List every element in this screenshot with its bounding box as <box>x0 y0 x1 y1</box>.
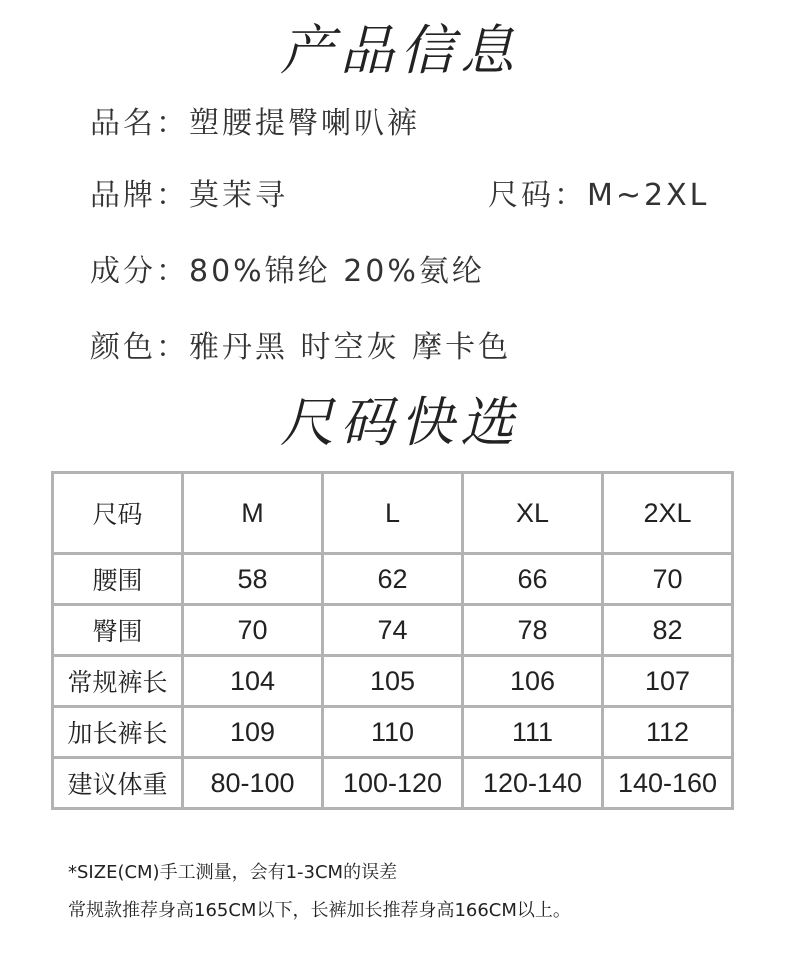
header-cell: XL <box>463 473 603 554</box>
row-label: 常规裤长 <box>53 656 183 707</box>
measurement-note: *SIZE(CM)手工测量，会有1-3CM的误差 <box>68 862 398 883</box>
table-row <box>53 707 733 758</box>
brand-line <box>90 170 288 214</box>
color-label: 颜色： <box>90 330 189 365</box>
table-cell: 100-120 <box>323 758 463 809</box>
header-cell: 尺码 <box>53 473 183 554</box>
table-cell: 106 <box>463 656 603 707</box>
color-value: 雅丹黑 时空灰 摩卡色 <box>189 330 512 365</box>
table-cell: 104 <box>183 656 323 707</box>
table-cell: 107 <box>603 656 733 707</box>
table-cell: 58 <box>183 554 323 605</box>
table-cell: 74 <box>323 605 463 656</box>
table-cell: 66 <box>463 554 603 605</box>
size-chart-header-row <box>53 473 733 554</box>
table-row <box>53 656 733 707</box>
material-value: 80%锦纶 20%氨纶 <box>189 254 485 289</box>
material-line <box>90 246 485 290</box>
table-cell: 62 <box>323 554 463 605</box>
size-chart-title: 尺码快选 <box>280 391 520 454</box>
size-range-line <box>488 170 709 214</box>
header-cell: M <box>183 473 323 554</box>
height-recommendation-note: 常规款推荐身高165CM以下，长裤加长推荐身高166CM以上。 <box>68 900 571 921</box>
brand-label: 品牌： <box>90 178 189 213</box>
table-cell: 112 <box>603 707 733 758</box>
header-cell: 2XL <box>603 473 733 554</box>
table-cell: 80-100 <box>183 758 323 809</box>
table-cell: 120-140 <box>463 758 603 809</box>
table-cell: 109 <box>183 707 323 758</box>
table-cell: 105 <box>323 656 463 707</box>
table-cell: 78 <box>463 605 603 656</box>
table-cell: 70 <box>183 605 323 656</box>
table-row <box>53 554 733 605</box>
size-range-label: 尺码： <box>488 178 587 213</box>
product-name-label: 品名： <box>90 106 189 141</box>
header-cell: L <box>323 473 463 554</box>
product-info-title: 产品信息 <box>280 19 520 82</box>
brand-value: 莫茉寻 <box>189 178 288 213</box>
material-label: 成分： <box>90 254 189 289</box>
row-label: 加长裤长 <box>53 707 183 758</box>
table-cell: 111 <box>463 707 603 758</box>
table-cell: 82 <box>603 605 733 656</box>
row-label: 建议体重 <box>53 758 183 809</box>
table-cell: 140-160 <box>603 758 733 809</box>
table-cell: 110 <box>323 707 463 758</box>
table-cell: 70 <box>603 554 733 605</box>
size-range-value: M~2XL <box>587 178 710 213</box>
size-chart-table <box>51 471 734 810</box>
table-row <box>53 758 733 809</box>
product-name-value: 塑腰提臀喇叭裤 <box>189 106 420 141</box>
row-label: 臀围 <box>53 605 183 656</box>
color-line <box>90 322 511 366</box>
product-name-line <box>90 98 420 142</box>
row-label: 腰围 <box>53 554 183 605</box>
table-row <box>53 605 733 656</box>
